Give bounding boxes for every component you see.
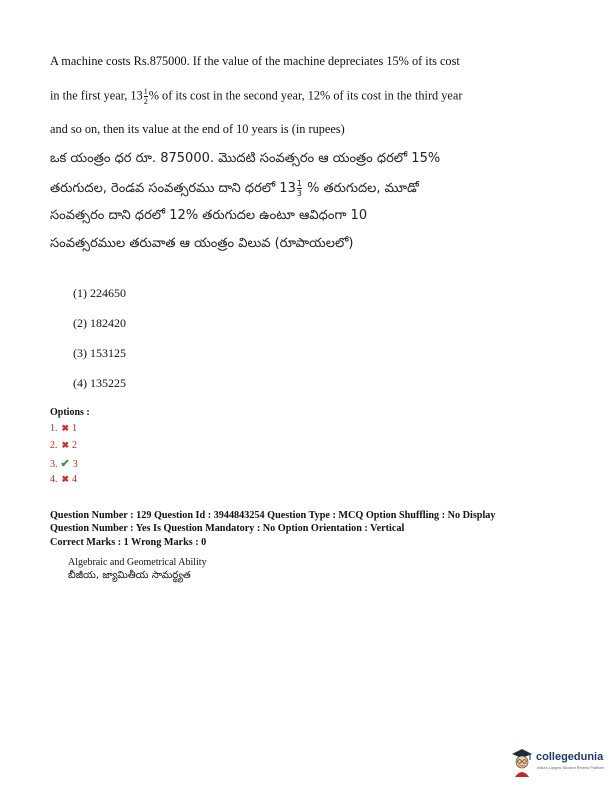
option-row-2: 2. ✖ 2: [50, 440, 78, 451]
choice-1: (1) 224650: [73, 286, 126, 300]
question-te-line3: సంవత్సరం దాని ధరలో 12% తరుగుదల ఉంటూ ఆవిధంగా 10: [50, 208, 368, 223]
cross-icon: ✖: [61, 440, 70, 450]
question-te-line2: [50, 179, 510, 198]
question-en-line3: and so on, then its value at the end of 10 years is (in rupees): [50, 122, 345, 136]
mixed-fraction: $\frac{1}{2}$: [143, 87, 148, 106]
question-en-line1: A machine costs Rs.875000. If the value of the machine depreciates 15% of its cost: [50, 54, 460, 68]
question-en-line2-start: in the first year, 13: [50, 88, 143, 103]
question-te-line4: సంవత్సరముల తరువాత ఆ యంత్రం విలువ (రూపాయలలో): [50, 236, 354, 251]
meta-line1: Question Number : 129 Question Id : 3944843254 Question Type : MCQ Option Shuffling : No Display: [50, 510, 496, 521]
question-te-line1: ఒక యంత్రం ధర రూ. 875000. మొదటి సంవత్సరం ఆ యంత్రం ధరలో 15%: [50, 151, 441, 166]
option-row-1: 1. ✖ 1: [50, 423, 78, 434]
brand-name: collegedunia: [536, 751, 604, 763]
question-te-line2-start: తరుగుదల, రెండవ సంవత్సరము దాని ధరలో 13: [50, 181, 296, 196]
question-te-line2-end: % తరుగుదల, మూడో: [302, 181, 419, 196]
check-icon: ✔: [60, 458, 70, 470]
options-heading: Options :: [50, 407, 90, 418]
choice-2: (2) 182420: [73, 316, 126, 330]
question-en-line2-end: % of its cost in the second year, 12% of its cost in the third year: [148, 88, 463, 103]
meta-line3: Correct Marks : 1 Wrong Marks : 0: [50, 537, 207, 548]
mixed-fraction-te: $\frac{1}{3}$: [296, 179, 302, 198]
collegedunia-logo: [510, 747, 606, 783]
option-row-4: 4. ✖ 4: [50, 474, 78, 485]
cross-icon: ✖: [61, 423, 70, 433]
choice-3: (3) 153125: [73, 346, 126, 360]
cross-icon: ✖: [61, 474, 70, 484]
question-en-line2: [50, 87, 520, 106]
meta-line2: Question Number : Yes Is Question Mandatory : No Option Orientation : Vertical: [50, 523, 405, 534]
section-title-te: బీజీయ, జ్యామితీయ సామర్థ్యత: [68, 570, 191, 581]
brand-tagline: India's Largest Student Review Platform: [537, 766, 605, 770]
student-mascot-icon: [510, 747, 534, 777]
section-title-en: Algebraic and Geometrical Ability: [68, 557, 207, 568]
option-row-3: 3. ✔ 3: [50, 458, 78, 470]
choice-4: (4) 135225: [73, 376, 126, 390]
